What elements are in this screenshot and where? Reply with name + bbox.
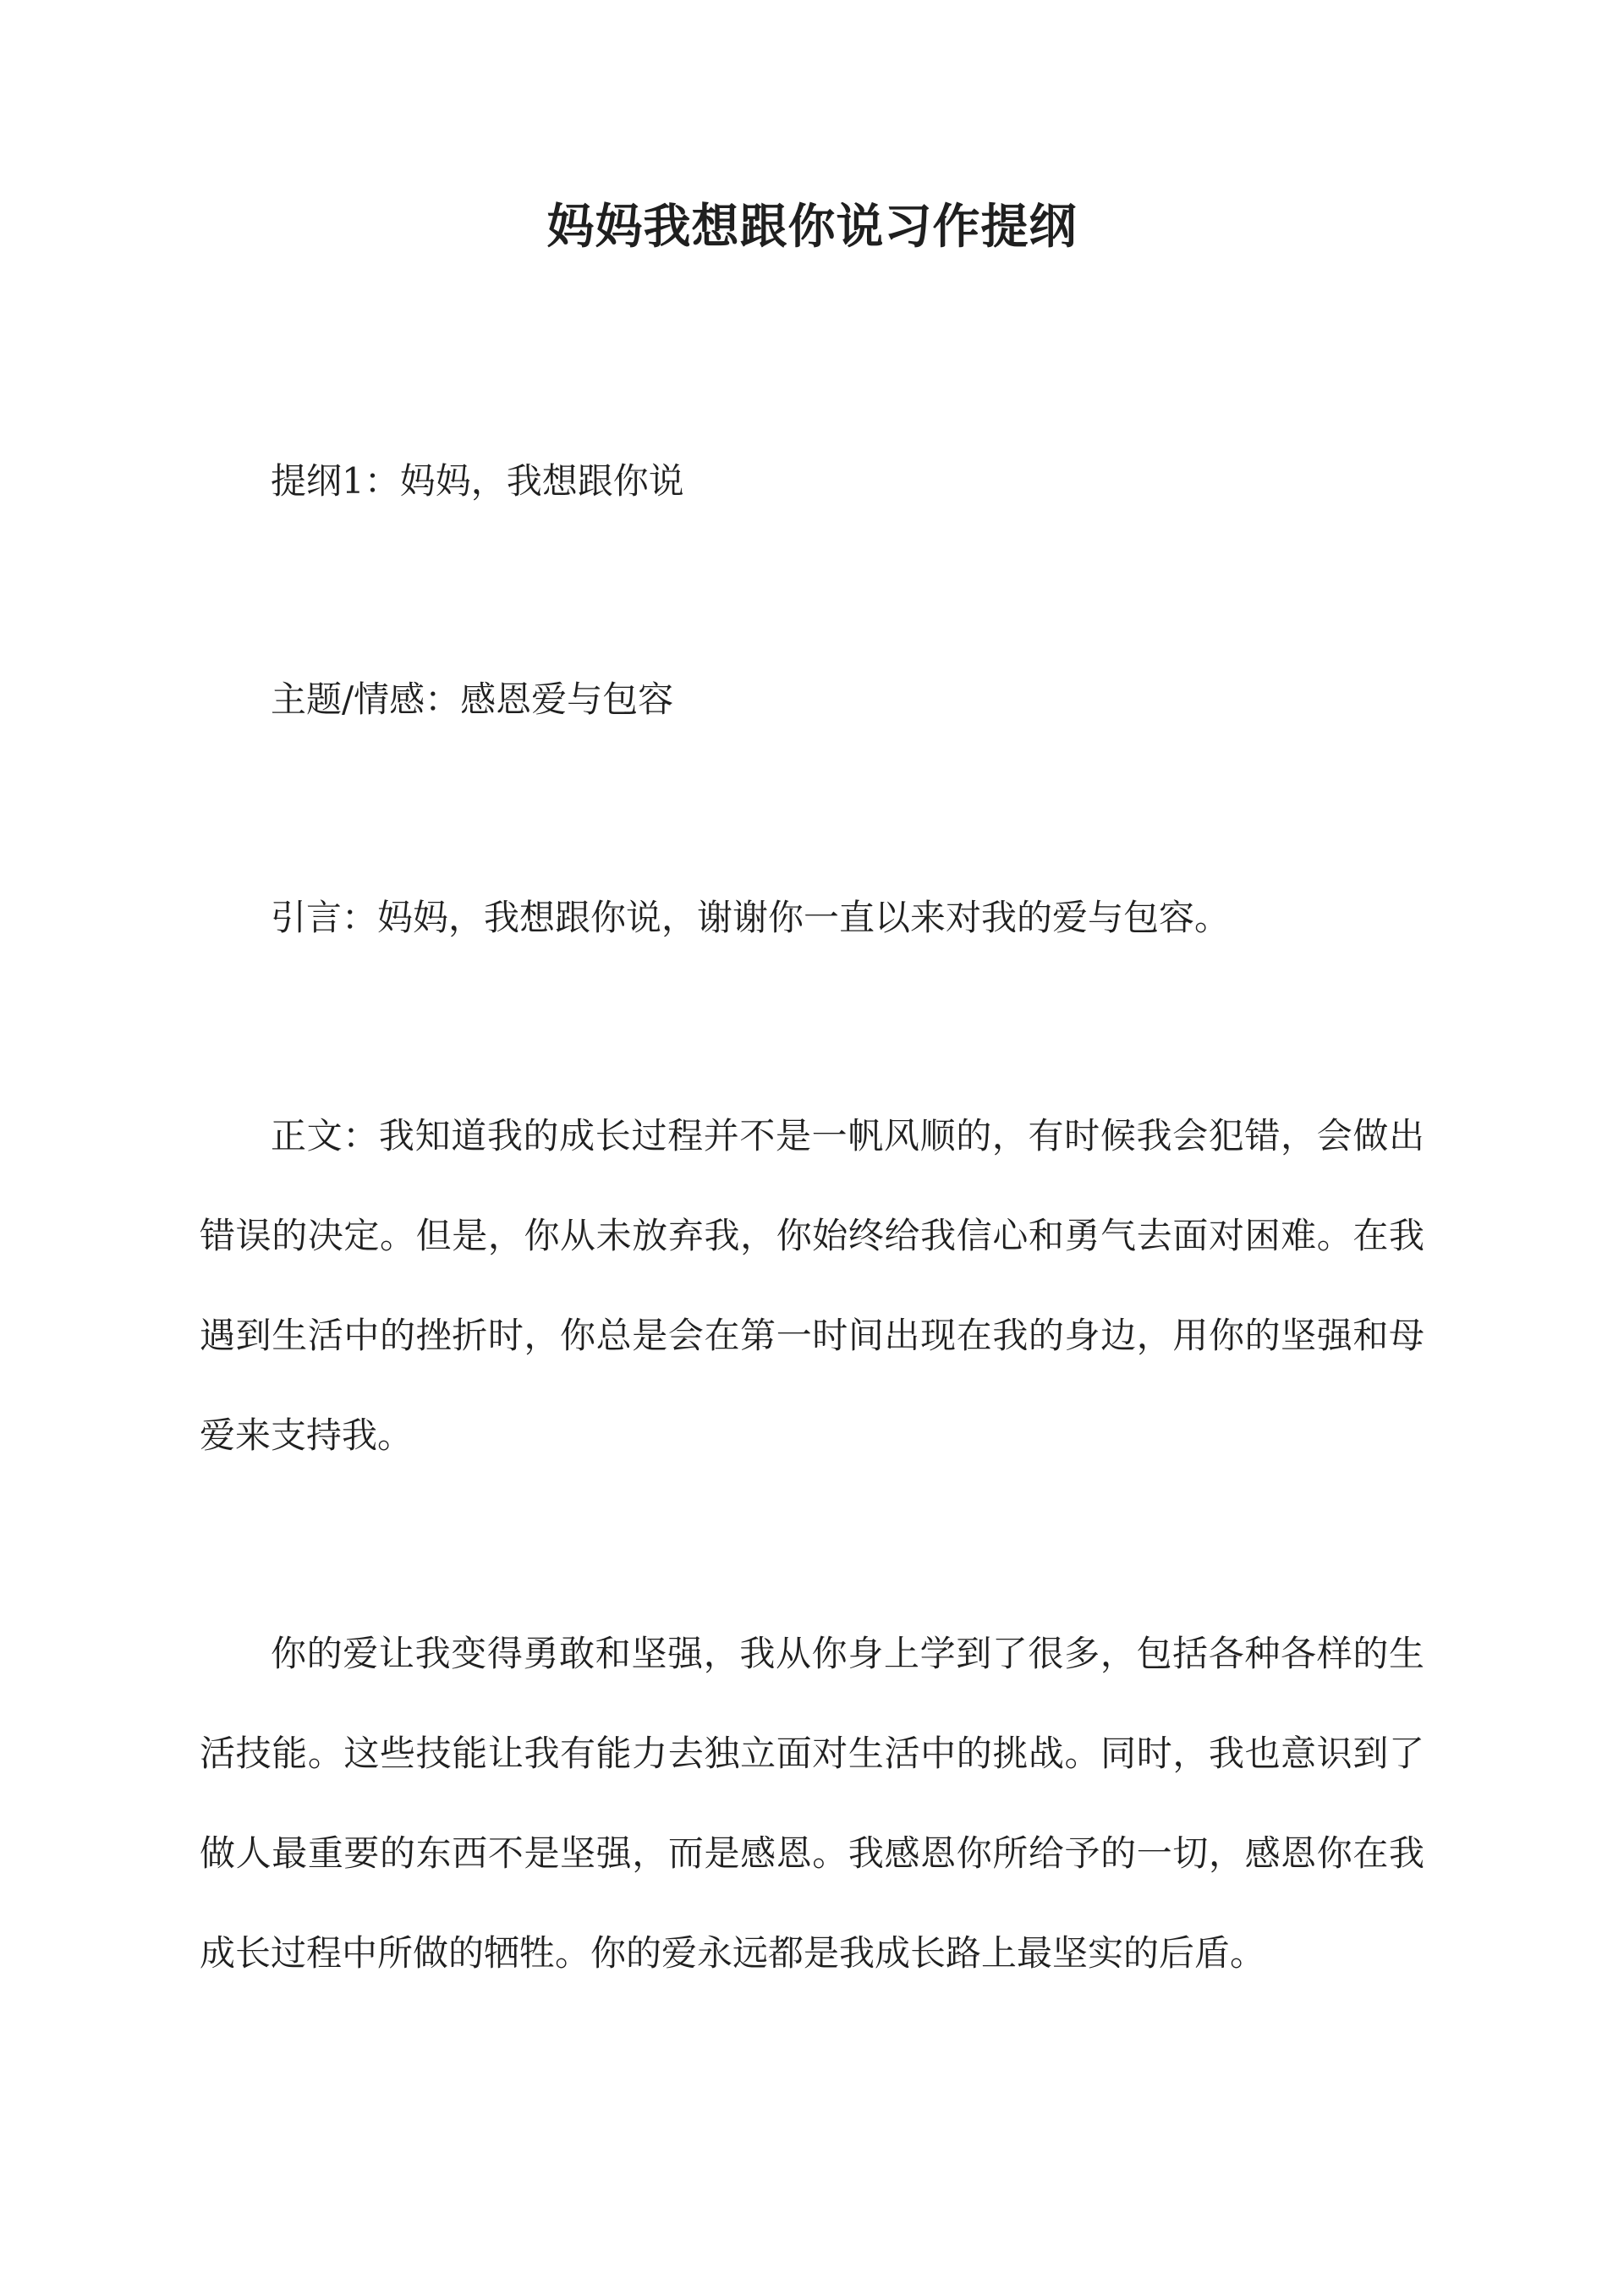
body-paragraph-continued: 你的爱让我变得勇敢和坚强，我从你身上学到了很多，包括各种各样的生活技能。这些技能让我有能力去独立面对生活中的挑战。同时，我也意识到了做人最重要的东西不是坚强，而是感恩。我感恩你所给予的一切，感恩你在我成长过程中所做的牺牲。你的爱永远都是我成长路上最坚实的后盾。 bbox=[200, 1633, 1424, 1974]
paragraph-spacer bbox=[200, 531, 1424, 650]
theme-line: 主题/情感：感恩爱与包容 bbox=[271, 678, 674, 720]
document-body bbox=[200, 431, 1424, 2003]
outline-heading: 提纲1：妈妈，我想跟你说 bbox=[271, 460, 684, 502]
paragraph-spacer bbox=[200, 750, 1424, 868]
body-paragraph: 正文：我知道我的成长过程并不是一帆风顺的，有时候我会犯错，会做出错误的决定。但是，你从未放弃我，你始终给我信心和勇气去面对困难。在我遇到生活中的挫折时，你总是会在第一时间出现在我的身边，用你的坚强和母爱来支持我。 bbox=[200, 1115, 1424, 1456]
paragraph-spacer bbox=[200, 1486, 1424, 1604]
paragraph-spacer bbox=[200, 968, 1424, 1086]
introduction-paragraph: 引言：妈妈，我想跟你说，谢谢你一直以来对我的爱与包容。 bbox=[271, 897, 1231, 938]
document-title: 妈妈我想跟你说习作提纲 bbox=[546, 199, 1078, 255]
